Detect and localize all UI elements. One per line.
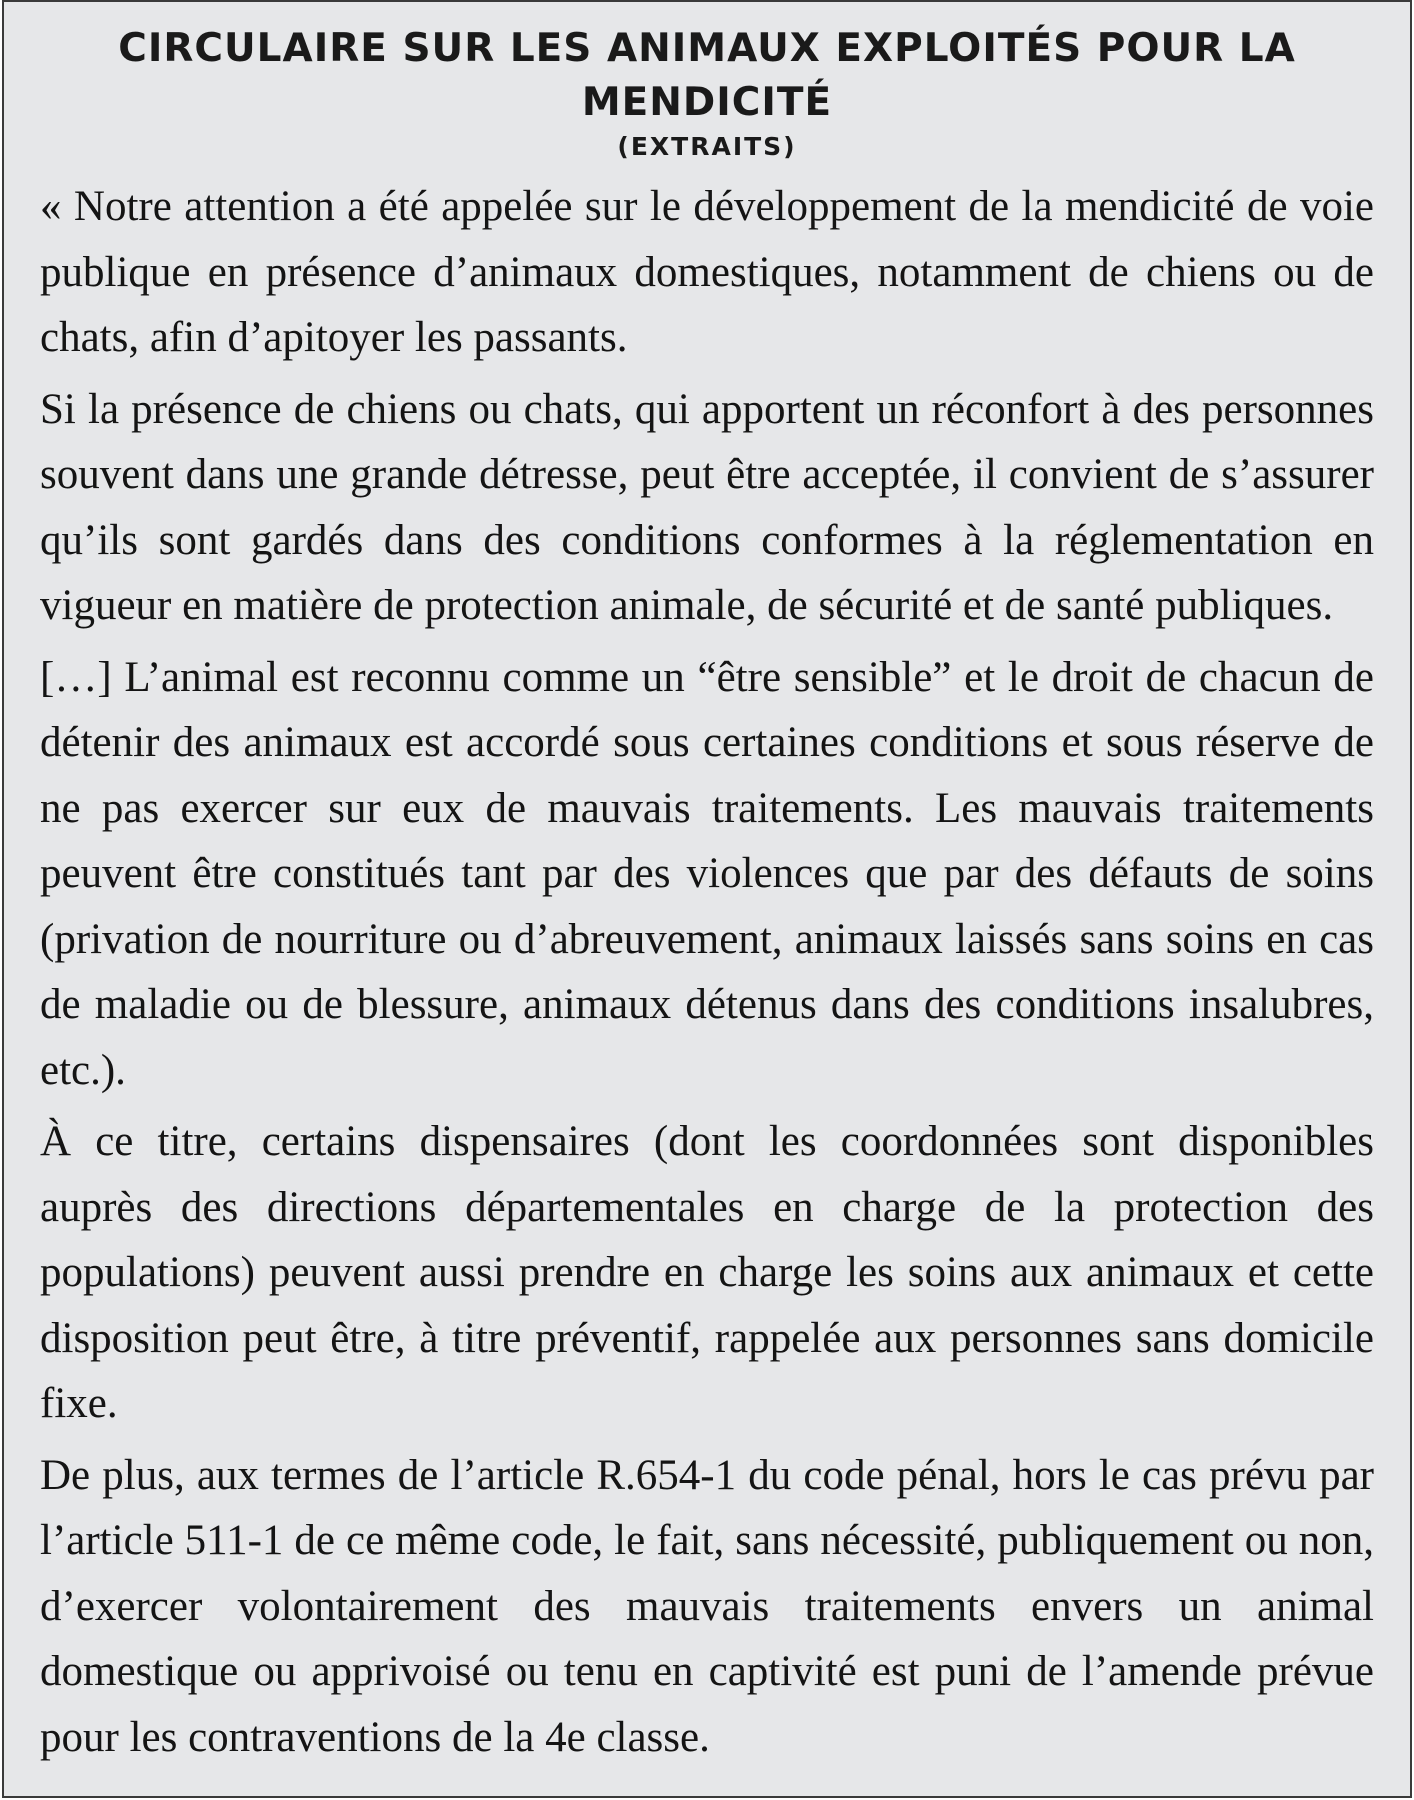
document-subtitle: (EXTRAITS) [617,132,797,161]
paragraph-1: « Notre attention a été appelée sur le développement de la mendicité de voie publique en présence d’animaux domestiques, notamment de chiens ou de chats, afin d’apitoyer les passants. [40,183,1374,361]
paragraph-4: À ce titre, certains dispensaires (dont les coordonnées sont disponibles auprès des directions départementales en charge de la protection des populations) peuvent aussi prendre en charge les soins aux animaux et cette disposition peut être, à titre préventif, rappelée aux personnes sans domicile fixe. [40,1118,1374,1427]
paragraph-2: Si la présence de chiens ou chats, qui apportent un réconfort à des personnes souvent dans une grande détresse, peut être acceptée, il convient de s’assurer qu’ils sont gardés dans des conditions conformes à la réglementation en vigueur en matière de protection animale, de sécurité et de santé publiques. [40,385,1374,629]
paragraph-3: […] L’animal est reconnu comme un “être sensible” et le droit de chacun de détenir des animaux est accordé sous certaines conditions et sous réserve de ne pas exercer sur eux de mauvais traitements. Les mauvais traitements peuvent être constitués tant par des violences que par des défauts de soins (privation de nourriture ou d’abreuvement, animaux laissés sans soins en cas de maladie ou de blessure, animaux détenus dans des conditions insalubres, etc.). [40,653,1374,1094]
document-box [2,0,1412,1798]
paragraph-5: De plus, aux termes de l’article R.654-1 du code pénal, hors le cas prévu par l’article 511-1 de ce même code, le fait, sans nécessité, publiquement ou non, d’exercer volontairement des mauvais traitements envers un animal domestique ou apprivoisé ou tenu en captivité est puni de l’amende prévue pour les contraventions de la 4e classe. [40,1451,1374,1761]
document-title: CIRCULAIRE SUR LES ANIMAUX EXPLOITÉS POUR LA MENDICITÉ [118,26,1296,125]
